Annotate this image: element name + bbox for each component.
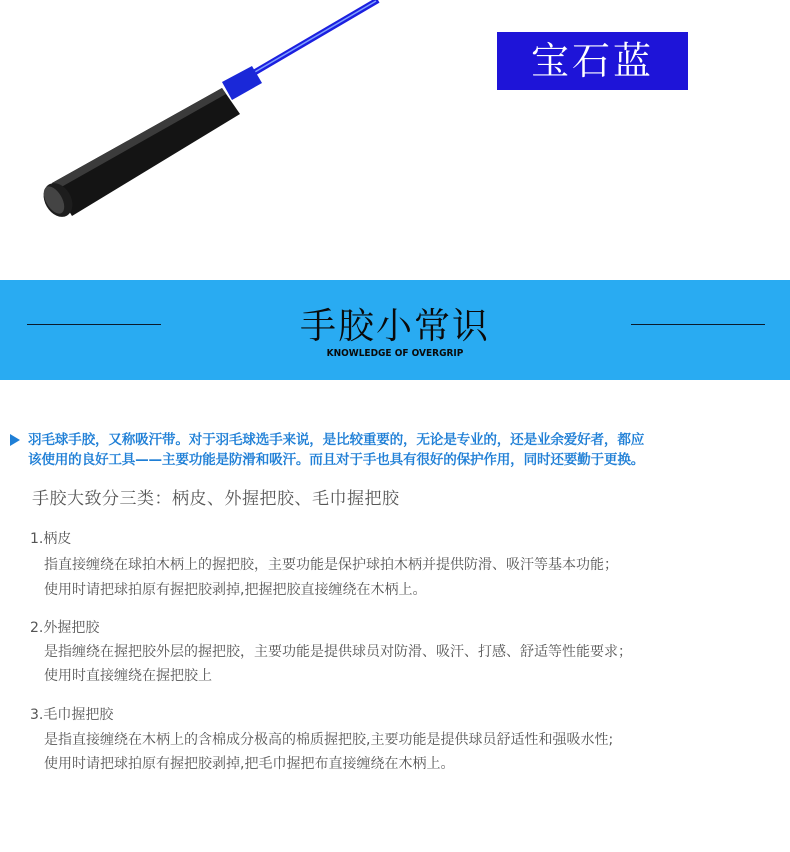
section-title: 2.外握把胶 (30, 620, 100, 636)
section-text: 是指缠绕在握把胶外层的握把胶，主要功能是提供球员对防滑、吸汗、打感、舒适等性能要求； (44, 644, 632, 660)
section-title: 3.毛巾握把胶 (30, 707, 114, 723)
section-banner (0, 280, 790, 380)
summary-heading: 手胶大致分三类：柄皮、外握把胶、毛巾握把胶 (32, 489, 400, 509)
section-text: 是指直接缠绕在木柄上的含棉成分极高的棉质握把胶,主要功能是提供球员舒适性和强吸水性; (44, 732, 614, 748)
product-photo (0, 0, 790, 280)
intro-line: 该使用的良好工具——主要功能是防滑和吸汗。而且对于手也具有很好的保护作用，同时还要勤于更换。 (28, 452, 645, 468)
intro-line: 羽毛球手胶，又称吸汗带。对于羽毛球选手来说，是比较重要的，无论是专业的，还是业余爱好者，都应 (28, 432, 645, 448)
section-text: 使用时直接缠绕在握把胶上 (44, 668, 212, 684)
banner-subtitle: KNOWLEDGE OF OVERGRIP (326, 348, 464, 360)
bullet-arrow-icon (10, 434, 20, 446)
section-text: 指直接缠绕在球拍木柄上的握把胶，主要功能是保护球拍木柄并提供防滑、吸汗等基本功能； (44, 557, 618, 573)
color-variant-badge: 宝石蓝 (497, 32, 688, 90)
section-text: 使用时请把球拍原有握把胶剥掉,把握把胶直接缠绕在木柄上。 (44, 582, 427, 598)
section-text: 使用时请把球拍原有握把胶剥掉,把毛巾握把布直接缠绕在木柄上。 (44, 756, 455, 772)
banner-title: 手胶小常识 (299, 306, 490, 347)
intro-paragraph (28, 430, 788, 470)
section-title: 1.柄皮 (30, 531, 72, 547)
